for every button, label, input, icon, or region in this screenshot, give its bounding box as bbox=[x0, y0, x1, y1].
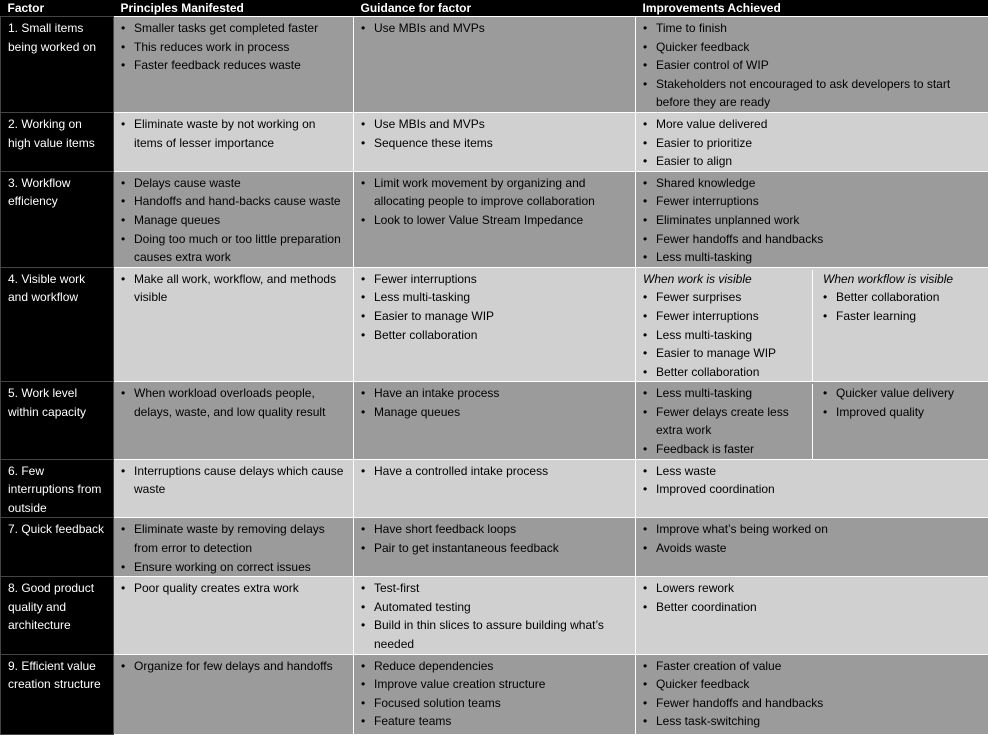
subheading-workflow-visible: When workflow is visible bbox=[823, 270, 988, 289]
list-item: • Stakeholders not encouraged to ask developers to start before they are ready bbox=[643, 75, 982, 112]
list-item: • Quicker feedback bbox=[643, 38, 982, 57]
factor-cell: 5. Work level within capacity bbox=[1, 382, 114, 459]
list-item: • Quicker feedback bbox=[643, 675, 982, 694]
improvements-list bbox=[643, 115, 982, 171]
list-item: • Less multi-tasking bbox=[643, 384, 808, 403]
principles-cell bbox=[114, 518, 354, 577]
principles-cell bbox=[114, 459, 354, 518]
list-item: • Less waste bbox=[643, 462, 982, 481]
guidance-list bbox=[361, 657, 629, 731]
principles-cell bbox=[114, 17, 354, 113]
list-item: • This reduces work in process bbox=[121, 38, 347, 57]
improvements-right bbox=[813, 270, 988, 382]
principles-list bbox=[121, 579, 347, 598]
list-item: • Easier to manage WIP bbox=[643, 344, 808, 363]
list-item: • Eliminates unplanned work bbox=[643, 211, 982, 230]
list-item: • Handoffs and hand-backs cause waste bbox=[121, 192, 347, 211]
improvements-cell bbox=[636, 654, 988, 734]
header-guidance: Guidance for factor bbox=[354, 0, 636, 17]
improvements-list bbox=[643, 19, 982, 112]
table-row bbox=[1, 171, 988, 267]
list-item: • Easier to manage WIP bbox=[361, 307, 629, 326]
list-item: • Eliminate waste by removing delays from error to detection bbox=[121, 520, 347, 557]
principles-cell bbox=[114, 267, 354, 382]
improvements-right-list bbox=[823, 384, 988, 421]
list-item: • Less task-switching bbox=[643, 712, 982, 731]
header-row bbox=[1, 0, 988, 17]
list-item: • Automated testing bbox=[361, 598, 629, 617]
list-item: • Improved coordination bbox=[643, 480, 982, 499]
list-item: • Fewer interruptions bbox=[361, 270, 629, 289]
list-item: • Fewer interruptions bbox=[643, 307, 808, 326]
improvements-list bbox=[643, 174, 982, 267]
list-item: • Fewer handoffs and handbacks bbox=[643, 230, 982, 249]
improvements-left-list bbox=[643, 288, 808, 381]
list-item: • Better coordination bbox=[643, 598, 982, 617]
guidance-cell bbox=[354, 654, 636, 734]
list-item: • Manage queues bbox=[361, 403, 629, 422]
header-improvements: Improvements Achieved bbox=[636, 0, 988, 17]
list-item: • Ensure working on correct issues bbox=[121, 558, 347, 577]
list-item: • Reduce dependencies bbox=[361, 657, 629, 676]
improvements-cell bbox=[636, 171, 988, 267]
principles-list bbox=[121, 462, 347, 499]
factor-cell: 7. Quick feedback bbox=[1, 518, 114, 577]
list-item: • Faster feedback reduces waste bbox=[121, 56, 347, 75]
factor-cell: 3. Workflow efficiency bbox=[1, 171, 114, 267]
principles-list bbox=[121, 174, 347, 267]
improvements-cell bbox=[636, 382, 988, 459]
principles-cell bbox=[114, 654, 354, 734]
guidance-cell bbox=[354, 382, 636, 459]
list-item: • Use MBIs and MVPs bbox=[361, 19, 629, 38]
list-item: • Make all work, workflow, and methods visible bbox=[121, 270, 347, 307]
improvements-cell bbox=[636, 577, 988, 654]
table-row bbox=[1, 112, 988, 171]
list-item: • Fewer handoffs and handbacks bbox=[643, 694, 982, 713]
list-item: • More value delivered bbox=[643, 115, 982, 134]
improvements-list bbox=[643, 462, 982, 499]
table-row bbox=[1, 382, 988, 459]
list-item: • Delays cause waste bbox=[121, 174, 347, 193]
improvements-cell bbox=[636, 459, 988, 518]
factor-cell: 4. Visible work and workflow bbox=[1, 267, 114, 382]
list-item: • Fewer interruptions bbox=[643, 192, 982, 211]
list-item: • Feedback is faster bbox=[643, 440, 808, 459]
header-principles: Principles Manifested bbox=[114, 0, 354, 17]
improvements-cell bbox=[636, 267, 988, 382]
factor-cell: 6. Few interruptions from outside bbox=[1, 459, 114, 518]
list-item: • Build in thin slices to assure building what’s needed bbox=[361, 616, 629, 653]
list-item: • Limit work movement by organizing and allocating people to improve collaboration bbox=[361, 174, 629, 211]
improvements-right bbox=[813, 384, 988, 458]
principles-cell bbox=[114, 382, 354, 459]
list-item: • Improve what’s being worked on bbox=[643, 520, 982, 539]
list-item: • Quicker value delivery bbox=[823, 384, 988, 403]
improvements-list bbox=[643, 657, 982, 731]
subheading-work-visible: When work is visible bbox=[643, 270, 808, 289]
list-item: • Better collaboration bbox=[823, 288, 988, 307]
list-item: • Doing too much or too little preparation causes extra work bbox=[121, 230, 347, 267]
improvements-split bbox=[643, 270, 988, 382]
guidance-cell bbox=[354, 171, 636, 267]
list-item: • Fewer surprises bbox=[643, 288, 808, 307]
table-row bbox=[1, 17, 988, 113]
list-item: • Better collaboration bbox=[361, 326, 629, 345]
guidance-cell bbox=[354, 17, 636, 113]
improvements-left bbox=[643, 384, 813, 458]
list-item: • Easier to align bbox=[643, 152, 982, 171]
guidance-list bbox=[361, 174, 629, 230]
table-row bbox=[1, 459, 988, 518]
guidance-list bbox=[361, 19, 629, 38]
list-item: • Interruptions cause delays which cause waste bbox=[121, 462, 347, 499]
improvements-right-list bbox=[823, 288, 988, 325]
guidance-list bbox=[361, 520, 629, 557]
principles-cell bbox=[114, 112, 354, 171]
list-item: • Pair to get instantaneous feedback bbox=[361, 539, 629, 558]
table-row bbox=[1, 518, 988, 577]
list-item: • Focused solution teams bbox=[361, 694, 629, 713]
list-item: • Sequence these items bbox=[361, 134, 629, 153]
list-item: • Have an intake process bbox=[361, 384, 629, 403]
guidance-list bbox=[361, 462, 629, 481]
principles-cell bbox=[114, 577, 354, 654]
list-item: • Easier to prioritize bbox=[643, 134, 982, 153]
list-item: • When workload overloads people, delays, waste, and low quality result bbox=[121, 384, 347, 421]
list-item: • Avoids waste bbox=[643, 539, 982, 558]
guidance-cell bbox=[354, 459, 636, 518]
guidance-list bbox=[361, 115, 629, 152]
list-item: • Organize for few delays and handoffs bbox=[121, 657, 347, 676]
improvements-left bbox=[643, 270, 813, 382]
guidance-cell bbox=[354, 577, 636, 654]
list-item: • Fewer delays create less extra work bbox=[643, 403, 808, 440]
guidance-list bbox=[361, 270, 629, 344]
improvements-cell bbox=[636, 17, 988, 113]
list-item: • Smaller tasks get completed faster bbox=[121, 19, 347, 38]
list-item: • Test-first bbox=[361, 579, 629, 598]
factor-cell: 1. Small items being worked on bbox=[1, 17, 114, 113]
list-item: • Lowers rework bbox=[643, 579, 982, 598]
list-item: • Look to lower Value Stream Impedance bbox=[361, 211, 629, 230]
list-item: • Improve value creation structure bbox=[361, 675, 629, 694]
guidance-cell bbox=[354, 518, 636, 577]
list-item: • Poor quality creates extra work bbox=[121, 579, 347, 598]
list-item: • Time to finish bbox=[643, 19, 982, 38]
list-item: • Faster creation of value bbox=[643, 657, 982, 676]
factor-cell: 9. Efficient value creation structure bbox=[1, 654, 114, 734]
table-row bbox=[1, 577, 988, 654]
list-item: • Manage queues bbox=[121, 211, 347, 230]
principles-list bbox=[121, 115, 347, 152]
list-item: • Eliminate waste by not working on items of lesser importance bbox=[121, 115, 347, 152]
list-item: • Have short feedback loops bbox=[361, 520, 629, 539]
improvements-left-list bbox=[643, 384, 808, 458]
principles-list bbox=[121, 384, 347, 421]
header-factor: Factor bbox=[1, 0, 114, 17]
guidance-list bbox=[361, 579, 629, 653]
list-item: • Shared knowledge bbox=[643, 174, 982, 193]
list-item: • Use MBIs and MVPs bbox=[361, 115, 629, 134]
principles-list bbox=[121, 270, 347, 307]
table-row bbox=[1, 267, 988, 382]
list-item: • Less multi-tasking bbox=[643, 326, 808, 345]
list-item: • Feature teams bbox=[361, 712, 629, 731]
list-item: • Faster learning bbox=[823, 307, 988, 326]
improvements-list bbox=[643, 579, 982, 616]
improvements-cell bbox=[636, 112, 988, 171]
guidance-list bbox=[361, 384, 629, 421]
factor-cell: 2. Working on high value items bbox=[1, 112, 114, 171]
list-item: • Improved quality bbox=[823, 403, 988, 422]
improvements-cell bbox=[636, 518, 988, 577]
list-item: • Have a controlled intake process bbox=[361, 462, 629, 481]
guidance-cell bbox=[354, 112, 636, 171]
list-item: • Less multi-tasking bbox=[643, 248, 982, 267]
principles-list bbox=[121, 520, 347, 576]
guidance-cell bbox=[354, 267, 636, 382]
table-body bbox=[1, 17, 988, 735]
list-item: • Better collaboration bbox=[643, 363, 808, 382]
improvements-list bbox=[643, 520, 982, 557]
table-row bbox=[1, 654, 988, 734]
list-item: • Easier control of WIP bbox=[643, 56, 982, 75]
principles-list bbox=[121, 19, 347, 75]
principles-cell bbox=[114, 171, 354, 267]
improvements-split bbox=[643, 384, 988, 458]
factor-cell: 8. Good product quality and architecture bbox=[1, 577, 114, 654]
list-item: • Less multi-tasking bbox=[361, 288, 629, 307]
principles-list bbox=[121, 657, 347, 676]
